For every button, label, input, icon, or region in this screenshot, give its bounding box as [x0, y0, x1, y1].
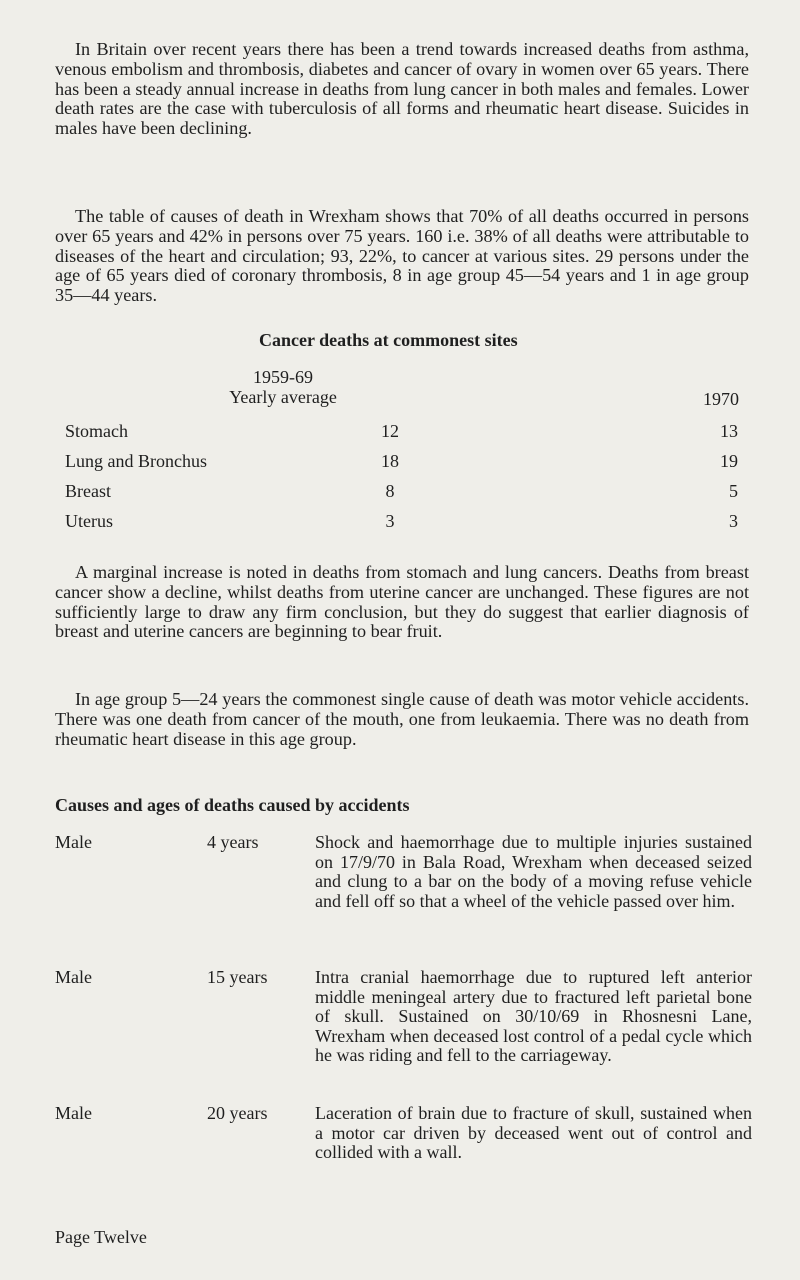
column-header-1970: 1970	[703, 389, 739, 409]
average-label: Yearly average	[229, 387, 337, 407]
accident-description: Laceration of brain due to fracture of skull, sustained when a motor car driven by deceased went out of control and collided with a wall.	[315, 1103, 752, 1163]
site-name: Lung and Bronchus	[65, 451, 207, 471]
accident-description: Shock and haemorrhage due to multiple injuries sustained on 17/9/70 in Bala Road, Wrexham when deceased seized and clung to a bar on the body of a moving refuse vehicle and fell off so that a wheel of the vehicle passed over him.	[315, 832, 752, 911]
accident-age: 4 years	[207, 832, 259, 852]
table-row	[55, 511, 755, 541]
value-1970: 3	[729, 511, 738, 531]
average-value: 3	[385, 511, 395, 531]
paragraph-wrexham-causes: The table of causes of death in Wrexham shows that 70% of all deaths occurred in persons over 65 years and 42% in persons over 75 years. 160 i.e. 38% of all deaths were attributable to diseases of the heart and circulation; 93, 22%, to cancer at various sites. 29 persons under the age of 65 years died of coronary thrombosis, 8 in age group 45—54 years and 1 in age group 35—44 years.	[55, 206, 749, 306]
accident-sex: Male	[55, 967, 92, 987]
paragraph-cancer-trends: A marginal increase is noted in deaths from stomach and lung cancers. Deaths from breast cancer show a decline, whilst deaths from uterine cancer are unchanged. These figures are not sufficiently large to draw any firm conclusion, but they do suggest that earlier diagnosis of breast and uterine cancers are beginning to bear fruit.	[55, 562, 749, 642]
table-row	[55, 421, 755, 451]
period-label: 1959-69	[253, 367, 313, 387]
site-name: Stomach	[65, 421, 128, 441]
accident-age: 20 years	[207, 1103, 268, 1123]
table-row	[55, 481, 755, 511]
accidents-title: Causes and ages of deaths caused by accidents	[55, 795, 410, 815]
accident-description: Intra cranial haemorrhage due to ruptured left anterior middle meningeal artery due to fractured left parietal bone of skull. Sustained on 30/10/69 in Rhosnesni Lane, Wrexham when deceased lost control of a pedal cycle which he was riding and fell to the carriageway.	[315, 967, 752, 1066]
average-value: 12	[381, 421, 399, 441]
site-name: Uterus	[65, 511, 113, 531]
cancer-table-header	[55, 367, 755, 421]
cancer-table-title: Cancer deaths at commonest sites	[259, 330, 518, 350]
table-row	[55, 451, 755, 481]
site-name: Breast	[65, 481, 111, 501]
value-1970: 19	[720, 451, 738, 471]
page-footer: Page Twelve	[55, 1227, 147, 1247]
paragraph-age-group: In age group 5—24 years the commonest single cause of death was motor vehicle accidents. There was one death from cancer of the mouth, one from leukaemia. There was no death from rheumatic heart disease in this age group.	[55, 689, 749, 749]
accident-sex: Male	[55, 832, 92, 852]
accident-sex: Male	[55, 1103, 92, 1123]
value-1970: 13	[720, 421, 738, 441]
average-value: 8	[385, 481, 395, 501]
cancer-sites-table	[55, 367, 755, 541]
average-value: 18	[381, 451, 399, 471]
paragraph-trends: In Britain over recent years there has been a trend towards increased deaths from asthma, venous embolism and thrombosis, diabetes and cancer of ovary in women over 65 years. There has been a steady annual increase in deaths from lung cancer in both males and females. Lower death rates are the case with tuberculosis of all forms and rheumatic heart disease. Suicides in males have been declining.	[55, 39, 749, 139]
column-header-period	[193, 367, 373, 407]
accident-age: 15 years	[207, 967, 268, 987]
value-1970: 5	[729, 481, 738, 501]
